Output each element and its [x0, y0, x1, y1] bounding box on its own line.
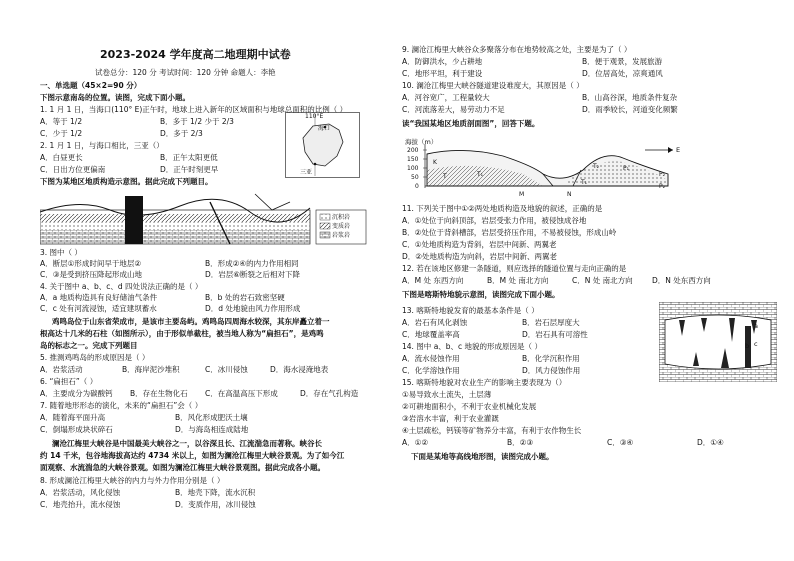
stratum-label: K [433, 159, 437, 166]
exam-meta: 试卷总分：120 分 考试时间：120 分钟 命题人：李艳 [95, 68, 276, 77]
intro-text: 下图示意南岛的位置。读图，完成下面小题。 [40, 93, 190, 102]
option[interactable]: C．N 处 南北方向 [572, 276, 633, 285]
stratum-label: T₂ [593, 163, 600, 170]
option[interactable]: C．③④ [607, 438, 634, 447]
question-13: 13. 喀斯特地貌发育的最基本条件是（ ） [402, 306, 539, 315]
option[interactable]: D．位居高处，凉爽通风 [582, 69, 663, 78]
option[interactable]: D．多于 2/3 [160, 129, 203, 138]
option[interactable]: D．存在气孔构造 [300, 389, 359, 398]
option[interactable]: A．岩浆活动，风化侵蚀 [40, 488, 121, 497]
option[interactable]: D．N 处东西方向 [652, 276, 711, 285]
hainan-map [285, 112, 360, 178]
option[interactable]: D．变质作用，冰川侵蚀 [175, 500, 256, 509]
question-2: 2. 1 月 1 日，与海口相比，三亚（） [40, 141, 164, 150]
intro-text: 下图是喀斯特地貌示意图，读图完成下面小题。 [402, 290, 560, 299]
intro-text: 下面是某地等高线地形图，读图完成小题。 [411, 452, 554, 461]
option[interactable]: C．在高温高压下形成 [205, 389, 278, 398]
question-10: 10. 澜沧江梅里大峡谷隧道建设难度大，其原因是（ ） [402, 81, 584, 90]
question-8: 8. 形成澜沧江梅里大峡谷的内力与外力作用分别是（ ） [40, 476, 225, 485]
question-14: 14. 图中 a、b、c 地貌的形成原因是（ ） [402, 342, 542, 351]
option[interactable]: C．c 处有河流浸蚀，适宜建坝蓄水 [40, 304, 157, 313]
option[interactable]: C．化学溶蚀作用 [402, 366, 460, 375]
statement-item: ②可耕地面积小，不利于农业机械化发展 [402, 402, 537, 411]
question-11: 11. 下列关于图中①②两处地质构造及地貌的叙述，正确的是 [402, 204, 603, 213]
option[interactable]: B．化学沉积作用 [522, 354, 580, 363]
passage-line: 鸡鸣岛位于山东省荣成市，是该市主要岛屿。鸡鸣岛四周海水较深，其东岸矗立着一 [52, 317, 330, 326]
option[interactable]: A．M 处 东西方向 [402, 276, 464, 285]
option[interactable]: B．多于 1/2 少于 2/3 [160, 117, 234, 126]
stratum-label: P₁ [623, 165, 630, 172]
option[interactable]: C．少于 1/2 [40, 129, 83, 138]
option[interactable]: A．①② [402, 438, 429, 447]
option[interactable]: A．断层①形成时间早于地层② [40, 259, 142, 268]
karst-label-b: b [745, 342, 750, 350]
intro-text: 下图为某地区地质构造示意图。据此完成下列题目。 [40, 177, 213, 186]
exam-title: 2023-2024 学年度高二地理期中试卷 [100, 48, 291, 61]
option[interactable]: B．②处位于背斜槽部，岩层受挤压作用，不易被侵蚀，形成山岭 [402, 228, 617, 237]
y-tick: 50 [411, 174, 419, 181]
option[interactable]: D．①④ [697, 438, 724, 447]
y-tick: 150 [407, 156, 419, 163]
passage-line: 澜沧江梅里大峡谷是中国最美大峡谷之一，以谷深且长、江流湍急而著称。峡谷长 [52, 439, 322, 448]
option[interactable]: D．②处地质构造为向斜，岩层中间新、两翼老 [402, 252, 557, 261]
stratum-label: P₂ [659, 183, 666, 190]
option[interactable]: D．岩石具有可溶性 [522, 330, 588, 339]
question-1: 1. 1 月 1 日，当海口(110° E)正午时，地球上进入新年的区域面积与地球总面积的比例（ ） [40, 105, 348, 114]
passage-line: 约 14 千米，包谷地海拔高达约 4734 米以上，如图为澜沧江梅里大峡谷景观。为了如今江 [40, 451, 345, 460]
option[interactable]: B．正午太阳更低 [160, 153, 218, 162]
legend-item: 变质岩 [332, 223, 351, 230]
statement-item: ③岩溶水丰富，利于农业灌溉 [402, 414, 499, 423]
option[interactable]: C．地形平坦，利于建设 [402, 69, 483, 78]
statement-item: ①易导致水土流失，土层薄 [402, 390, 492, 399]
stratum-label: T₁ [581, 179, 588, 186]
section-ylabel: 海拔（m） [405, 138, 438, 146]
option[interactable]: C．③是受到挤压降起形成山地 [40, 270, 142, 279]
option[interactable]: B．海岸泥沙堆积 [122, 365, 180, 374]
y-tick: 0 [415, 183, 419, 190]
karst-label-c: c [754, 340, 758, 348]
option[interactable]: B．风化形成肥沃土壤 [175, 413, 248, 422]
option[interactable]: B．山高谷深，地质条件复杂 [582, 93, 678, 102]
option[interactable]: D．雨季较长，河道变化频繁 [582, 105, 678, 114]
map-lon-label: 110°E [305, 113, 324, 120]
option[interactable]: D．海水浸淹地表 [270, 365, 329, 374]
option[interactable]: A．①处位于向斜顶部，岩层受张力作用，被侵蚀成谷地 [402, 216, 587, 225]
stratum-label: P₂ [659, 171, 666, 178]
option[interactable]: D．风力侵蚀作用 [522, 366, 581, 375]
option[interactable]: A．等于 1/2 [40, 117, 83, 126]
option[interactable]: C．地壳抬升，流水侵蚀 [40, 500, 121, 509]
question-6: 6. “扁担石”（ ） [40, 377, 98, 386]
option[interactable]: B．②③ [507, 438, 534, 447]
right-column [397, 0, 794, 561]
question-15: 15. 喀斯特地貌对农业生产的影响主要表现为（） [402, 378, 567, 387]
option[interactable]: D．正午时刻更早 [160, 165, 219, 174]
passage-line: 面观察、水流湍急的大峡谷景观。如图为澜沧江梅里大峡谷景观图。据此完成各小题。 [40, 463, 325, 472]
passage-line: 岛的标志之一。完成下列题目 [40, 341, 138, 350]
option[interactable]: A．流水侵蚀作用 [402, 354, 460, 363]
passage-line: 根高达十几米的石柱（如图所示），由于形似单截柱，被当地人称为“扁担石”，是鸡鸣 [40, 329, 324, 338]
map-city-sanya: 三亚 [300, 169, 313, 176]
location-n: N [567, 191, 572, 198]
option[interactable]: D．与海岛相连成陆地 [175, 425, 249, 434]
question-9: 9. 澜沧江梅里大峡谷众多聚落分布在地势较高之处，主要是为了（ ） [402, 45, 632, 54]
option[interactable]: C．地球覆盖率高 [402, 330, 460, 339]
y-tick: 200 [407, 147, 419, 154]
karst-cave-diagram [659, 302, 777, 382]
geologic-structure-diagram [40, 188, 370, 246]
intro-text: 读“我国某地区地质剖面图”，回答下题。 [402, 119, 540, 128]
option[interactable]: C．河流落差大，易劳动力不足 [402, 105, 505, 114]
direction-east: E [676, 146, 681, 154]
option[interactable]: D．岩层⑥断裂之后相对下降 [205, 270, 300, 279]
stratum-label: T₁ [477, 171, 484, 178]
option[interactable]: B．M 处 南北方向 [487, 276, 549, 285]
option[interactable]: A．河谷宽广，工程量较大 [402, 93, 490, 102]
option[interactable]: C．日出方位更偏南 [40, 165, 106, 174]
option[interactable]: B．岩石层厚度大 [522, 318, 580, 327]
legend-item: 沉积岩 [332, 214, 351, 221]
question-4: 4. 关于图中 a、b、c、d 四处说法正确的是（ ） [40, 282, 203, 291]
option[interactable]: B．存在生物化石 [130, 389, 188, 398]
option[interactable]: C．冰川侵蚀 [205, 365, 248, 374]
statement-item: ④土层疏松，钙镁等矿物养分丰富，有利于农作物生长 [402, 426, 582, 435]
option[interactable]: A．主要成分为碳酸钙 [40, 389, 113, 398]
question-7: 7. 随着地形形态的演化，未来的“扁担石”会（ ） [40, 401, 203, 410]
section-heading: 一、单选题（45×2=90 分） [40, 81, 142, 90]
karst-label-a: a [754, 322, 758, 330]
option[interactable]: C．倒塌形成块状碎石 [40, 425, 113, 434]
legend-item: 岩浆岩 [332, 232, 351, 239]
question-5: 5. 推测鸡鸣岛的形成原因是（ ） [40, 353, 150, 362]
option[interactable]: A．随着海平面升高 [40, 413, 106, 422]
question-3: 3. 图中（ ） [40, 248, 82, 257]
option[interactable]: C．①处地质构造为背斜，岩层中间新、两翼老 [402, 240, 557, 249]
option[interactable]: B．便于观景，发展旅游 [582, 57, 663, 66]
option[interactable]: B．形成②④的内力作用相同 [205, 259, 299, 268]
option[interactable]: B．b 处的岩石致密坚硬 [205, 293, 285, 302]
option[interactable]: B．地壳下降，流水沉积 [175, 488, 256, 497]
option[interactable]: A．岩浆活动 [40, 365, 83, 374]
location-m: M [519, 191, 525, 198]
map-city-haikou: 海口 [318, 125, 331, 132]
geologic-section-diagram [423, 140, 693, 198]
option[interactable]: A．白昼更长 [40, 153, 83, 162]
question-12: 12. 若在该地区修建一条隧道，则应选择的隧道位置与走向正确的是 [402, 264, 627, 273]
option[interactable]: A．a 地质构造具有良好储油气条件 [40, 293, 158, 302]
option[interactable]: A．防御洪水，少占耕地 [402, 57, 483, 66]
option[interactable]: A．岩石有风化剥蚀 [402, 318, 468, 327]
option[interactable]: D．d 处地貌由风力作用形成 [205, 304, 301, 313]
y-tick: 100 [407, 165, 419, 172]
stratum-label: T [443, 173, 447, 180]
